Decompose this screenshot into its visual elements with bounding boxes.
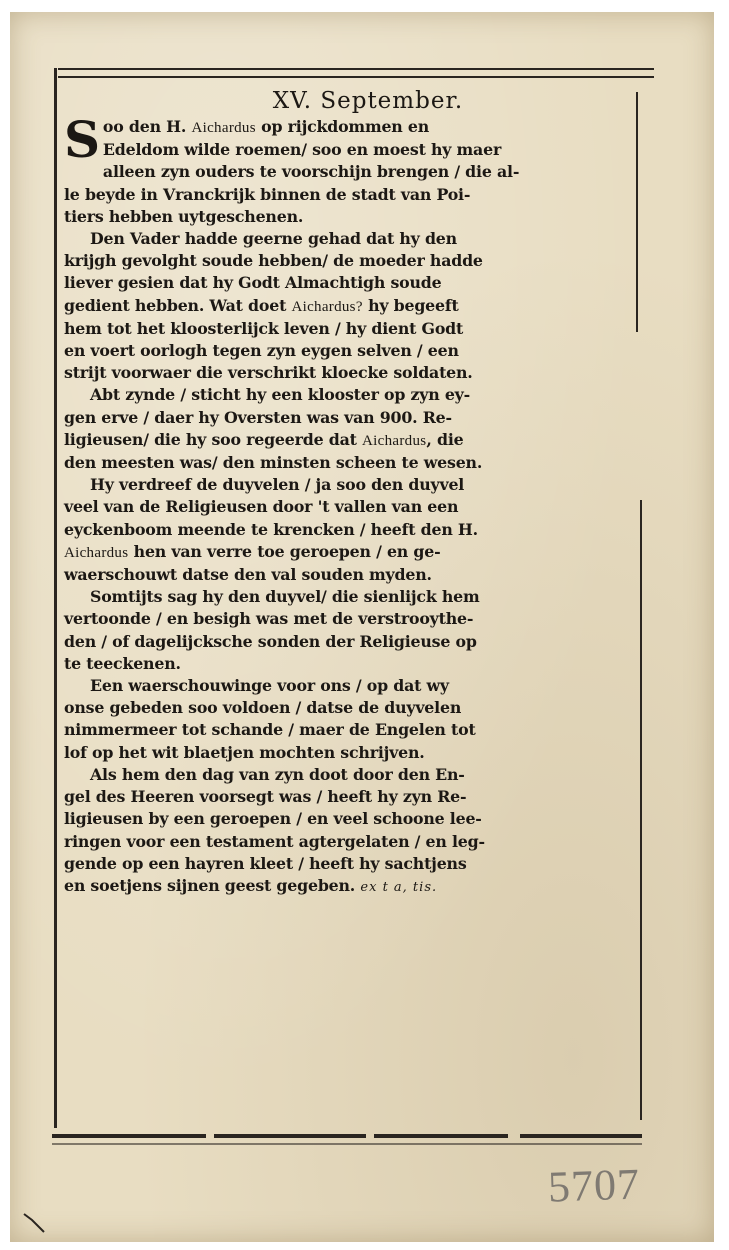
text-line [64,675,632,697]
text-run: Als hem den dag van zyn doot door den En- [90,764,465,784]
right-border-rule-lower [640,500,642,1120]
marginal-note: ex t a, tis. [360,879,438,895]
text-run: den / of dagelijcksche sonden der Religieuse op [64,631,477,651]
paragraph [64,675,632,764]
text-line [64,161,632,183]
text-line [64,474,632,496]
text-run: gel des Heeren voorsegt was / heeft hy zyn Re- [64,787,467,807]
text-run: onse gebeden soo voldoen / datse de duyvelen [64,698,462,718]
text-run: ligieusen/ die hy soo regeerde dat [64,429,363,449]
text-run: waerschouwt datse den val souden myden. [64,565,432,585]
text-run: gedient hebben. Wat doet [64,295,292,315]
paragraph [64,474,632,586]
top-rule-inner [58,76,654,78]
text-line [64,564,632,586]
bottom-rule-segment [214,1134,366,1138]
text-run: en voert oorlogh tegen zyn eygen selven / een [64,341,459,361]
text-column [64,88,632,899]
text-run: krijgh gevolght soude hebben/ de moeder hadde [64,251,483,271]
text-run: strijt voorwaer die verschrikt kloecke soldaten. [64,363,473,383]
text-run: den meesten was/ den minsten scheen te wesen. [64,453,483,473]
text-run: Hy verdreef de duyvelen / ja soo den duyvel [90,475,465,495]
left-border-rule [54,68,57,1128]
text-line [64,541,632,564]
text-line [64,407,632,429]
text-line [64,295,632,318]
text-run: lof op het wit blaetjen mochten schrijven. [64,742,425,762]
text-line [64,742,632,764]
text-run: le beyde in Vranckrijk binnen de stadt van Poi- [64,184,471,204]
text-line [64,452,632,474]
saint-name: Aichardus [362,432,427,449]
text-run: Den Vader hadde geerne gehad dat hy den [90,229,457,249]
text-line [64,697,632,719]
text-line [64,764,632,786]
text-line [64,116,632,139]
text-run: ligieusen by een geroepen / en veel schoone lee- [64,809,482,829]
text-line [64,250,632,272]
text-line [64,496,632,518]
text-run: eyckenboom meende te krencken / heeft den H. [64,519,478,539]
page-heading: XV. September. [272,88,464,114]
text-line [64,653,632,675]
text-run: Edeldom wilde roemen/ soo en moest hy maer [102,140,502,160]
text-line [64,429,632,452]
text-line [64,228,632,250]
text-line [64,608,632,630]
text-run: Een waerschouwinge voor ons / op dat wy [90,676,449,696]
text-line [64,384,632,406]
handwritten-number: 5707 [547,1159,641,1212]
text-line [64,272,632,294]
body-text [64,110,632,899]
paragraph [64,110,632,228]
text-run: Abt zynde / sticht hy een klooster op zyn ey- [90,385,471,405]
text-run: liever gesien dat hy Godt Almachtigh soude [64,273,442,293]
text-line [64,853,632,875]
text-run: op rijckdommen en [255,117,430,136]
saint-name: Aichardus [191,120,256,136]
paragraph [64,586,632,675]
saint-name: Aichardus [64,544,129,561]
paragraph [64,384,632,474]
text-line [64,875,632,899]
text-run: alleen zyn ouders te voorschijn brengen / die al- [102,162,520,182]
text-line [64,318,632,340]
text-run: Somtijts sag hy den duyvel/ die sienlijck hem [90,587,480,607]
bottom-rule-faint [52,1143,642,1145]
text-line [64,786,632,808]
text-run: ringen voor een testament agtergelaten / en leg- [64,831,485,851]
text-run: vertoonde / en besigh was met de verstrooythe- [64,609,474,629]
text-run: oo den H. [102,117,192,136]
text-line [64,184,632,206]
text-run: , die [426,429,464,449]
text-line [64,362,632,384]
text-run: gende op een hayren kleet / heeft hy sachtjens [64,853,467,873]
text-line [64,340,632,362]
text-line [64,719,632,741]
drop-cap: S [64,110,100,169]
paragraph [64,764,632,899]
text-run: en soetjens sijnen geest gegeben. [64,875,361,895]
text-line [64,631,632,653]
text-run: hem tot het kloosterlijck leven / hy dient Godt [64,318,464,338]
text-run: veel van de Religieusen door 't vallen van een [64,497,459,517]
saint-name: Aichardus? [291,298,363,315]
text-run: te teeckenen. [64,653,181,673]
text-line [64,808,632,830]
text-line [64,586,632,608]
text-run: gen erve / daer hy Oversten was van 900. Re- [64,407,452,427]
text-line [64,139,632,161]
text-line [64,519,632,541]
bottom-rule-segment [520,1134,642,1138]
text-run: hy begeeft [362,295,459,315]
text-run: hen van verre toe geroepen / en ge- [128,541,441,561]
text-line [64,206,632,228]
text-run: tiers hebben uytgeschenen. [64,206,304,226]
right-border-rule-upper [636,92,638,332]
text-line [64,831,632,853]
top-rule [58,68,654,70]
paragraph [64,228,632,384]
text-run: nimmermeer tot schande / maer de Engelen tot [64,720,476,740]
bottom-rule-segment [374,1134,508,1138]
bottom-rule-segment [52,1134,206,1138]
corner-pencil-mark [22,1210,52,1240]
